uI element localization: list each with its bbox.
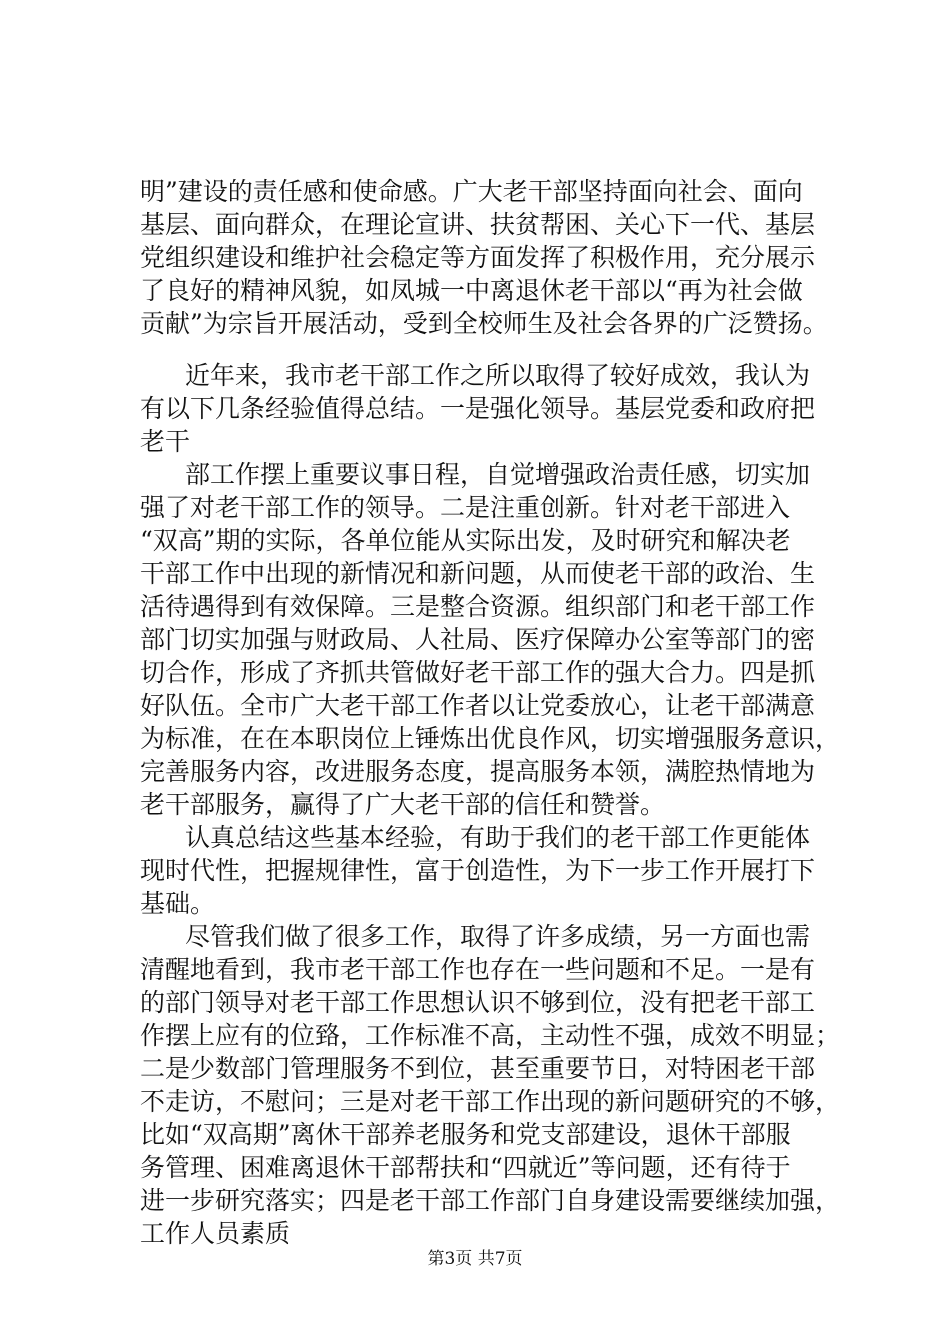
text-line: 好队伍。全市广大老干部工作者以让党委放心，让老干部满意 [140,691,816,720]
text-line: 工作人员素质 [140,1219,291,1248]
text-line: 有以下几条经验值得总结。一是强化领导。基层党委和政府把 [140,394,816,423]
text-line: 部工作摆上重要议事日程，自觉增强政治责任感，切实加 [185,460,811,489]
page-number-footer: 第3页 共7页 [427,1249,523,1269]
text-line: 明”建设的责任感和使命感。广大老干部坚持面向社会、面向 [140,177,803,206]
text-line: 了良好的精神风貌，如凤城一中离退休老干部以“再为社会做 [140,276,803,305]
text-line: 进一步研究落实；四是老干部工作部门自身建设需要继续加强， [140,1186,840,1215]
text-line: 完善服务内容，改进服务态度，提高服务本领，满腔热情地为 [140,757,816,786]
text-line: 党组织建设和维护社会稳定等方面发挥了积极作用，充分展示 [140,243,816,272]
text-line: 清醒地看到，我市老干部工作也存在一些问题和不足。一是有 [140,955,816,984]
text-line: 二是少数部门管理服务不到位，甚至重要节日，对特困老干部 [140,1054,816,1083]
text-line: 务管理、困难离退休干部帮扶和“四就近”等问题，还有待于 [140,1153,791,1182]
text-line: 近年来，我市老干部工作之所以取得了较好成效，我认为 [185,361,811,390]
text-line: 比如“双高期”离休干部养老服务和党支部建设，退休干部服 [140,1120,791,1149]
text-line: 老干部服务，赢得了广大老干部的信任和赞誉。 [140,790,666,819]
text-line: 现时代性，把握规律性，富于创造性，为下一步工作开展打下 [140,856,816,885]
text-line: 老干 [140,427,191,456]
text-line: 尽管我们做了很多工作，取得了许多成绩，另一方面也需 [185,922,811,951]
text-line: 作摆上应有的位臵，工作标准不高，主动性不强，成效不明显； [140,1021,840,1050]
text-line: 认真总结这些基本经验，有助于我们的老干部工作更能体 [185,823,811,852]
text-line: 的部门领导对老干部工作思想认识不够到位，没有把老干部工 [140,988,816,1017]
text-line: 不走访，不慰问；三是对老干部工作出现的新问题研究的不够， [140,1087,840,1116]
text-line: 为标准，在在本职岗位上锤炼出优良作风，切实增强服务意识， [140,724,840,753]
text-line: 干部工作中出现的新情况和新问题，从而使老干部的政治、生 [140,559,816,588]
text-line: 基础。 [140,889,216,918]
text-line: “双高”期的实际，各单位能从实际出发，及时研究和解决老 [140,526,791,555]
text-line: 基层、面向群众，在理论宣讲、扶贫帮困、关心下一代、基层 [140,210,816,239]
text-line: 部门切实加强与财政局、人社局、医疗保障办公室等部门的密 [140,625,816,654]
text-line: 强了对老干部工作的领导。二是注重创新。针对老干部进入 [140,493,791,522]
text-line: 贡献”为宗旨开展活动，受到全校师生及社会各界的广泛赞扬。 [140,309,828,338]
text-line: 切合作，形成了齐抓共管做好老干部工作的强大合力。四是抓 [140,658,816,687]
text-line: 活待遇得到有效保障。三是整合资源。组织部门和老干部工作 [140,592,816,621]
